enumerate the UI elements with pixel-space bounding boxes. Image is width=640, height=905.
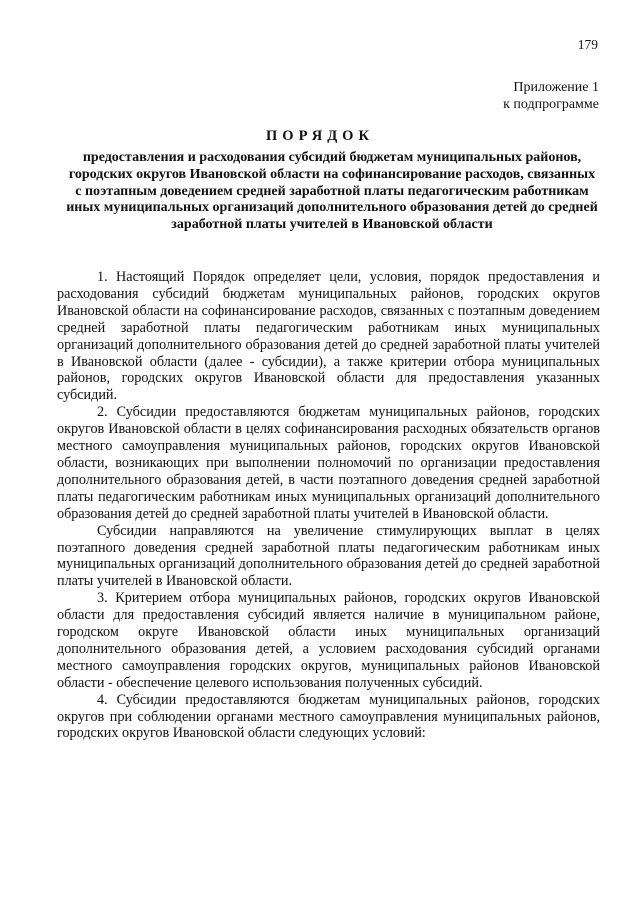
paragraph-5: 4. Субсидии предоставляются бюджетам муниципальных районов, городских округов при соблюдении органами местного самоуправления муниципальных районов, городских округов Ивановской области следующих условий: bbox=[57, 691, 600, 742]
paragraph-4: 3. Критерием отбора муниципальных районов, городских округов Ивановской области для предоставления субсидий является наличие в муниципальном районе, городском округе Ивановской области иных муниципальных организаций дополнительного образования детей, а условием расходования субсидий органами местного самоуправления городских округов, муниципальных районов Ивановской области - обеспечение целевого использования полученных субсидий. bbox=[57, 590, 600, 691]
document-body bbox=[57, 269, 600, 742]
paragraph-3: Субсидии направляются на увеличение стимулирующих выплат в целях поэтапного доведения средней заработной платы педагогическим работникам иных муниципальных организаций дополнительного образования детей до средней заработной платы учителей в Ивановской области. bbox=[57, 522, 600, 590]
paragraph-2: 2. Субсидии предоставляются бюджетам муниципальных районов, городских округов Ивановской области в целях софинансирования расходных обязательств органов местного самоуправления муниципальных районов, городских округов Ивановской области, возникающих при выполнении полномочий по организации предоставления дополнительного образования детей, в части поэтапного доведения средней заработной платы педагогическим работникам иных муниципальных организаций дополнительного образования детей до средней заработной платы учителей в Ивановской области. bbox=[57, 404, 600, 522]
page-number: 179 bbox=[577, 37, 598, 52]
appendix-line-1: Приложение 1 bbox=[513, 80, 599, 95]
document-subtitle: предоставления и расходования субсидий бюджетам муниципальных районов, городских округов Ивановской области на софинансирование расходов, связанных с поэтапным доведением средней заработной платы педагогическим работникам иных муниципальных организаций дополнительного образования детей до средней заработной платы учителей в Ивановской области bbox=[66, 150, 598, 233]
paragraph-1: 1. Настоящий Порядок определяет цели, условия, порядок предоставления и расходования субсидий бюджетам муниципальных районов, городских округов Ивановской области на софинансирование расходов, связанных с поэтапным доведением средней заработной платы педагогическим работникам иных муниципальных организаций дополнительного образования детей до средней заработной платы учителей в Ивановской области (далее - субсидии), а также критерии отбора муниципальных районов, городских округов Ивановской области для предоставления указанных субсидий. bbox=[57, 269, 600, 404]
document-title: ПОРЯДОК bbox=[266, 128, 374, 144]
appendix-reference bbox=[0, 79, 599, 113]
appendix-line-2: к подпрограмме bbox=[503, 97, 599, 112]
